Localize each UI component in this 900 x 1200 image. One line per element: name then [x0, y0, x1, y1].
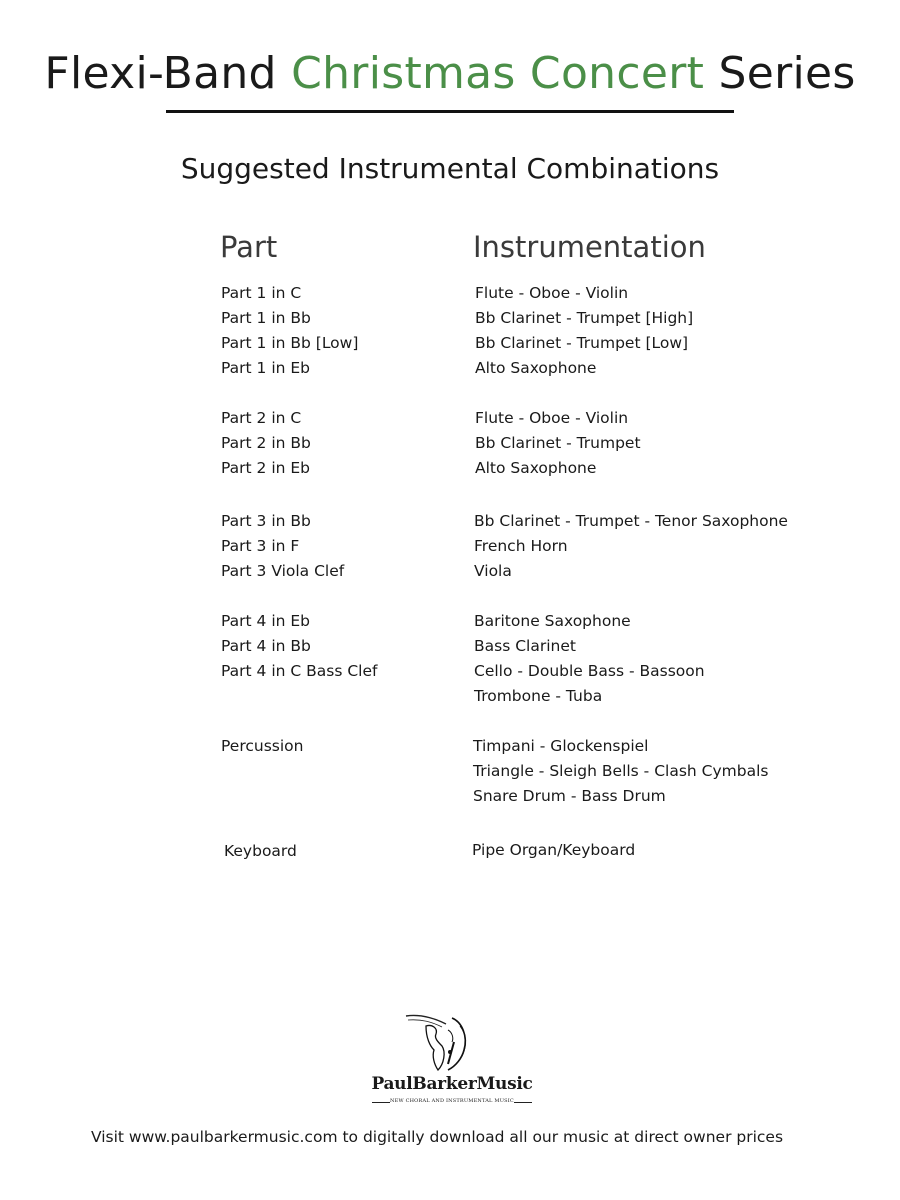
column-header-part: Part: [220, 230, 278, 264]
title-underline: [166, 110, 734, 113]
page-title: [0, 48, 900, 99]
part-cell: Part 1 in Bb: [221, 309, 311, 327]
title-accent: Christmas Concert: [291, 48, 705, 99]
instrumentation-cell: Viola: [474, 562, 512, 580]
instrumentation-cell: Snare Drum - Bass Drum: [473, 787, 666, 805]
part-cell: Keyboard: [224, 842, 297, 860]
part-cell: Part 3 in Bb: [221, 512, 311, 530]
instrumentation-cell: Bb Clarinet - Trumpet [Low]: [475, 334, 689, 352]
brand-tagline: NEW CHORAL AND INSTRUMENTAL MUSIC: [390, 1098, 514, 1104]
part-cell: Part 1 in C: [221, 284, 302, 302]
instrumentation-cell: Bb Clarinet - Trumpet - Tenor Saxophone: [474, 512, 788, 530]
part-cell: Part 3 Viola Clef: [221, 562, 345, 580]
instrumentation-cell: Pipe Organ/Keyboard: [472, 841, 636, 859]
instrumentation-cell: Bb Clarinet - Trumpet [High]: [475, 309, 694, 327]
instrumentation-cell: Timpani - Glockenspiel: [473, 737, 649, 755]
part-cell: Part 2 in C: [221, 409, 302, 427]
instrumentation-cell: Trombone - Tuba: [474, 687, 603, 705]
part-cell: Part 2 in Bb: [221, 434, 311, 452]
violin-bow-logo-icon: [402, 1008, 482, 1074]
instrumentation-cell: Cello - Double Bass - Bassoon: [474, 662, 705, 680]
brand-logo: [370, 1008, 534, 1108]
title-part-1: Flexi-Band: [44, 48, 277, 99]
instrumentation-cell: Flute - Oboe - Violin: [475, 409, 629, 427]
instrumentation-cell: Bb Clarinet - Trumpet: [475, 434, 641, 452]
instrumentation-cell: Triangle - Sleigh Bells - Clash Cymbals: [473, 762, 769, 780]
part-cell: Part 4 in Bb: [221, 637, 311, 655]
instrumentation-cell: Bass Clarinet: [474, 637, 576, 655]
part-cell: Part 4 in C Bass Clef: [221, 662, 378, 680]
part-cell: Part 4 in Eb: [221, 612, 311, 630]
title-part-2: Series: [718, 48, 856, 99]
tagline-row: [370, 1098, 534, 1108]
part-cell: Part 2 in Eb: [221, 459, 311, 477]
instrumentation-cell: Baritone Saxophone: [474, 612, 631, 630]
tagline-divider-right: [514, 1102, 532, 1103]
brand-name: PaulBarkerMusic: [371, 1074, 533, 1094]
part-cell: Part 1 in Bb [Low]: [221, 334, 359, 352]
instrumentation-cell: Alto Saxophone: [475, 459, 597, 477]
instrumentation-cell: Alto Saxophone: [475, 359, 597, 377]
column-header-instrumentation: Instrumentation: [473, 230, 706, 264]
instrumentation-cell: Flute - Oboe - Violin: [475, 284, 629, 302]
subtitle: Suggested Instrumental Combinations: [180, 152, 720, 185]
footer-visit-text: Visit www.paulbarkermusic.com to digitally download all our music at direct owner prices: [90, 1128, 784, 1146]
part-cell: Percussion: [221, 737, 304, 755]
instrumentation-cell: French Horn: [474, 537, 568, 555]
part-cell: Part 1 in Eb: [221, 359, 311, 377]
part-cell: Part 3 in F: [221, 537, 300, 555]
